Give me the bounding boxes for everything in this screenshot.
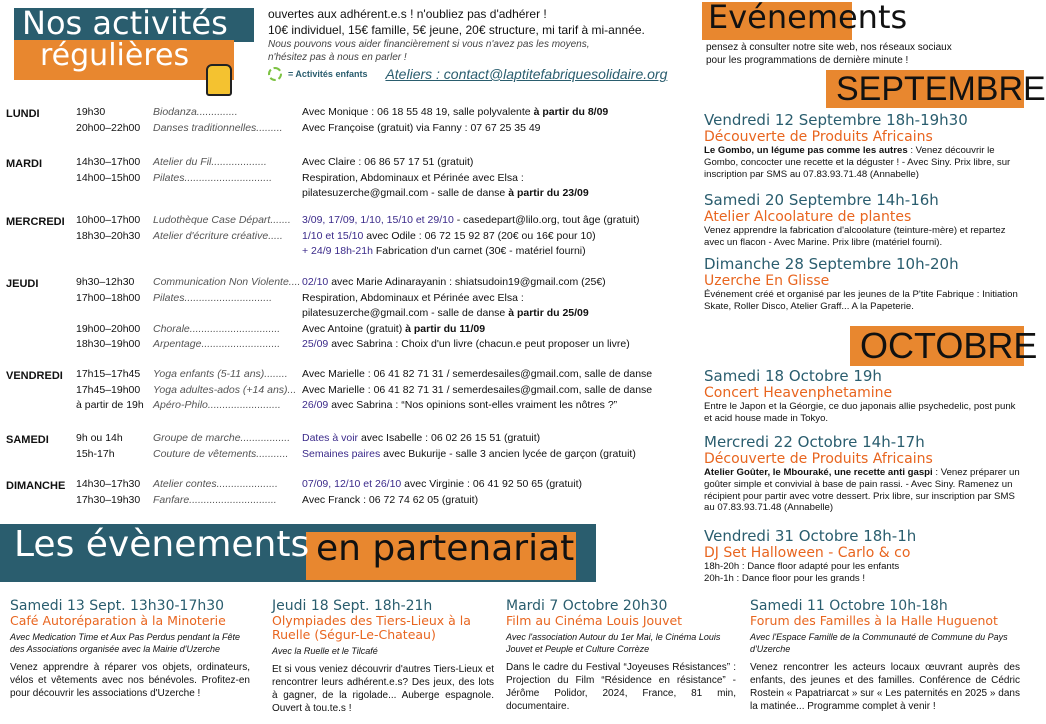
schedule-time: 15h-17h [76,447,115,460]
event-date: Vendredi 31 Octobre 18h-1h [704,527,917,545]
info-line2: 10€ individuel, 15€ famille, 5€ jeune, 20€ structure, mi tarif à mi-année. [268,23,645,37]
partnership-event [272,598,494,715]
schedule-detail: 25/09 avec Sabrina : Choix d'un livre (chacun.e peut proposer un livre) [302,338,630,350]
month-october: OCTOBRE [850,326,1024,366]
event-date: Samedi 18 Octobre 19h [704,367,882,385]
schedule-activity: Groupe de marche................. [153,432,291,444]
schedule-detail: Respiration, Abdominaux et Périnée avec Elsa : [302,291,524,304]
page-title-line2: régulières [40,38,190,73]
event-item [704,112,1022,180]
schedule-detail: 1/10 et 15/10 avec Odile : 06 72 15 92 87 (20€ ou 16€ pour 10) [302,229,596,242]
event-item [704,434,1022,514]
partnership-date: Jeudi 18 Sept. 18h-21h [272,598,433,614]
partnership-event [750,598,1020,713]
schedule-activity: Apéro-Philo......................... [153,399,281,411]
events-subtitle-line2: pour les programmations de dernière minute ! [706,54,909,66]
events-subtitle [706,42,952,67]
partnership-text: Dans le cadre du Festival “Joyeuses Résistances” : Projection du Film “Résidence en résistance” - Jérôme Polidor, 2024, France, 81 min, documentaire. [506,662,736,712]
event-name: Concert Heavenphetamine [704,385,893,401]
schedule-day: MARDI [6,158,43,170]
schedule-detail: Avec Franck : 06 72 74 62 05 (gratuit) [302,493,479,506]
schedule-day: LUNDI [6,108,40,120]
schedule-detail: Semaines paires avec Bukurije - salle 3 ancien lycée de garçon (gratuit) [302,447,636,460]
schedule-time: 17h15–17h45 [76,368,141,380]
event-name: Atelier Alcoolature de plantes [704,209,912,225]
schedule-detail: 3/09, 17/09, 1/10, 15/10 et 29/10 - casedepart@lilo.org, tout âge (gratuit) [302,214,640,226]
contact-link[interactable]: Ateliers : contact@laptitefabriquesolidaire.org [385,66,668,82]
schedule-activity: Yoga enfants (5-11 ans)........ [153,368,288,380]
schedule-detail: + 24/9 18h-21h Fabrication d'un carnet (30€ - matériel fourni) [302,245,586,257]
schedule-detail: Avec Marielle : 06 41 82 71 31 / semerdesailes@gmail.com, salle de danse [302,368,653,380]
fist-icon [206,64,232,96]
schedule-time: 14h30–17h00 [76,156,141,168]
event-text: Le Gombo, un légume pas comme les autres : Venez découvrir le Gombo, concocter une recette et la déguster ! - Avec Siny. Prix libre, sur inscription par SMS au 07.83.93.71.48 (Annabelle) [704,145,1011,180]
partnership-title1: Les évènements [14,524,310,565]
children-activity-icon [268,67,282,81]
schedule-activity: Fanfare.............................. [153,493,277,506]
event-item [704,368,1022,425]
schedule-day: SAMEDI [6,434,49,446]
partnership-partners: Avec l'Espace Famille de la Communauté de Commune du Pays d'Uzerche [750,632,1008,654]
events-subtitle-line1: pensez à consulter notre site web, nos réseaux sociaux [706,42,952,53]
events-title-box [702,0,908,40]
schedule-time: 17h00–18h00 [76,291,141,304]
schedule-time: 19h00–20h00 [76,322,141,335]
schedule-detail: Avec Antoine (gratuit) à partir du 11/09 [302,322,486,335]
schedule-detail: Avec Monique : 06 18 55 48 19, salle polyvalente à partir du 8/09 [302,106,609,118]
schedule-detail: Respiration, Abdominaux et Périnée avec Elsa : [302,171,524,184]
schedule-activity: Atelier d'écriture créative..... [153,229,283,242]
schedule-activity: Arpentage........................... [153,338,281,350]
schedule-time: 9h30–12h30 [76,276,135,288]
schedule-activity: Couture de vêtements........... [153,447,289,460]
schedule-activity: Pilates.............................. [153,291,273,304]
partnership-title2: en partenariat [316,528,575,569]
event-item [704,528,1022,585]
schedule-time: 17h45–19h00 [76,383,141,396]
info-small1: Nous pouvons vous aider financièrement si vous n'avez pas les moyens, [268,39,590,50]
event-text: Entre le Japon et la Géorgie, ce duo japonais allie psychedelic, post punk et acid house made in Tokyo. [704,401,1016,424]
schedule-time: 14h30–17h30 [76,478,141,490]
partnership-name: Olympiades des Tiers-Lieux à la Ruelle (Ségur-Le-Chateau) [272,613,471,642]
schedule-time: 17h30–19h30 [76,493,141,506]
month-september: SEPTEMBRE [826,70,1024,108]
partnership-date: Samedi 13 Sept. 13h30-17h30 [10,598,225,614]
schedule-activity: Biodanza.............. [153,106,238,118]
schedule-time: 20h00–22h00 [76,121,141,134]
schedule-day: MERCREDI [6,216,65,228]
schedule-time: 10h00–17h00 [76,214,141,226]
schedule-detail: 02/10 avec Marie Adinarayanin : shiatsudoin19@gmail.com (25€) [302,276,606,288]
info-line1: ouvertes aux adhérent.e.s ! n'oubliez pas d'adhérer ! [268,7,547,21]
schedule-activity: Atelier du Fil................... [153,156,267,168]
schedule-activity: Yoga adultes-ados (+14 ans)... [153,383,297,396]
partnership-date: Samedi 11 Octobre 10h-18h [750,598,948,614]
events-title: Evénements [708,0,908,36]
schedule-activity: Communication Non Violente.... [153,276,301,288]
event-text: Événement créé et organisé par les jeunes de la P'tite Fabrique : Initiation Skate, Roller Disco, Atelier Graff... A la Papeterie. [704,289,1018,312]
partnership-text: Venez apprendre à réparer vos objets, ordinateurs, vélos et vêtements avec nos bénévoles. Profitez-en pour découvrir les associations d'Uzerche ! [10,662,250,699]
event-item [704,192,1022,249]
schedule-day: VENDREDI [6,370,63,382]
schedule-detail: 07/09, 12/10 et 26/10 avec Virginie : 06 41 92 50 65 (gratuit) [302,478,583,490]
partnership-text: Venez rencontrer les acteurs locaux œuvrant auprès des enfants, des jeunes et des familles. Conférence de Cédric Rostein « Papatriarcat » sur « Les paternités en 2025 » dans la matinée... Programme complet à venir ! [750,662,1020,712]
schedule-detail: pilatesuzerche@gmail.com - salle de danse à partir du 23/09 [302,187,589,199]
event-name: Uzerche En Glisse [704,273,830,289]
schedule-time: 14h00–15h00 [76,171,141,184]
event-item [704,256,1022,313]
schedule-day: DIMANCHE [6,480,66,492]
partnership-partners: Avec la Ruelle et le Tilcafé [272,646,378,656]
schedule-time: 18h30–20h30 [76,229,141,242]
schedule-detail: pilatesuzerche@gmail.com - salle de danse à partir du 25/09 [302,307,589,319]
event-name: Découverte de Produits Africains [704,129,933,145]
partnership-partners: Avec Medication Time et Aux Pas Perdus pendant la Fête des Associations organisée avec la Mairie d'Uzerche [10,632,241,654]
membership-info [268,6,688,82]
partnership-name: Café Autoréparation à la Minoterie [10,613,226,628]
schedule-time: 9h ou 14h [76,432,123,444]
schedule-activity: Ludothèque Case Départ....... [153,214,291,226]
children-label: = Activités enfants [288,69,368,79]
event-text: Atelier Goûter, le Mbouraké, une recette anti gaspi : Venez préparer un goûter simple et convivial à base de pain rassi. - Avec Siny. Ramenez un récipient pour partir avec votre dessert. Prix libre, sur inscription par SMS au 07.83.93.71.48 (Annabelle) [704,467,1020,514]
partnership-date: Mardi 7 Octobre 20h30 [506,598,668,614]
schedule-activity: Chorale............................... [153,322,281,335]
schedule-time: 19h30 [76,106,106,118]
schedule-activity: Danses traditionnelles......... [153,121,283,134]
schedule-detail: Avec Françoise (gratuit) via Fanny : 07 67 25 35 49 [302,121,541,134]
schedule-detail: Avec Claire : 06 86 57 17 51 (gratuit) [302,156,474,168]
event-date: Vendredi 12 Septembre 18h-19h30 [704,111,968,129]
event-name: Découverte de Produits Africains [704,451,933,467]
schedule-detail: Dates à voir avec Isabelle : 06 02 26 15 51 (gratuit) [302,432,541,444]
event-date: Dimanche 28 Septembre 10h-20h [704,255,959,273]
event-date: Samedi 20 Septembre 14h-16h [704,191,939,209]
page-title-line1: Nos activités [22,4,228,42]
schedule-activity: Atelier contes..................... [153,478,278,490]
partnership-text: Et si vous veniez découvrir d'autres Tiers-Lieux et rencontrer leurs adhérent.e.s? Des jeux, des lots à gagner, de la rigolade... Auberge espagnole. Ouvert à tou.te.s ! [272,664,494,714]
partnership-partners: Avec l'association Autour du 1er Mai, le Cinéma Louis Jouvet et Peuple et Culture Corrèze [506,632,721,654]
schedule-activity: Pilates.............................. [153,171,273,184]
event-text: Venez apprendre la fabrication d'alcoolature (teinture-mère) et repartez avec un flacon - Avec Marine. Prix libre (matériel fourni). [704,225,1006,248]
event-text: 18h-20h : Dance floor adapté pour les enfants 20h-1h : Dance floor pour les grands ! [704,561,900,584]
event-name: DJ Set Halloween - Carlo & co [704,545,911,561]
schedule-day: JEUDI [6,278,39,290]
partnership-name: Forum des Familles à la Halle Huguenot [750,613,998,628]
schedule-time: 18h30–19h00 [76,338,141,350]
info-small2: n'hésitez pas à nous en parler ! [268,52,407,63]
schedule-detail: Avec Marielle : 06 41 82 71 31 / semerdesailes@gmail.com, salle de danse [302,383,653,396]
schedule-time: à partir de 19h [76,399,144,411]
partnership-event [506,598,736,713]
schedule-detail: 26/09 avec Sabrina : “Nos opinions sont-elles vraiment les nôtres ?” [302,399,618,411]
partnership-event [10,598,250,700]
partnership-name: Film au Cinéma Louis Jouvet [506,613,683,628]
event-date: Mercredi 22 Octobre 14h-17h [704,433,925,451]
